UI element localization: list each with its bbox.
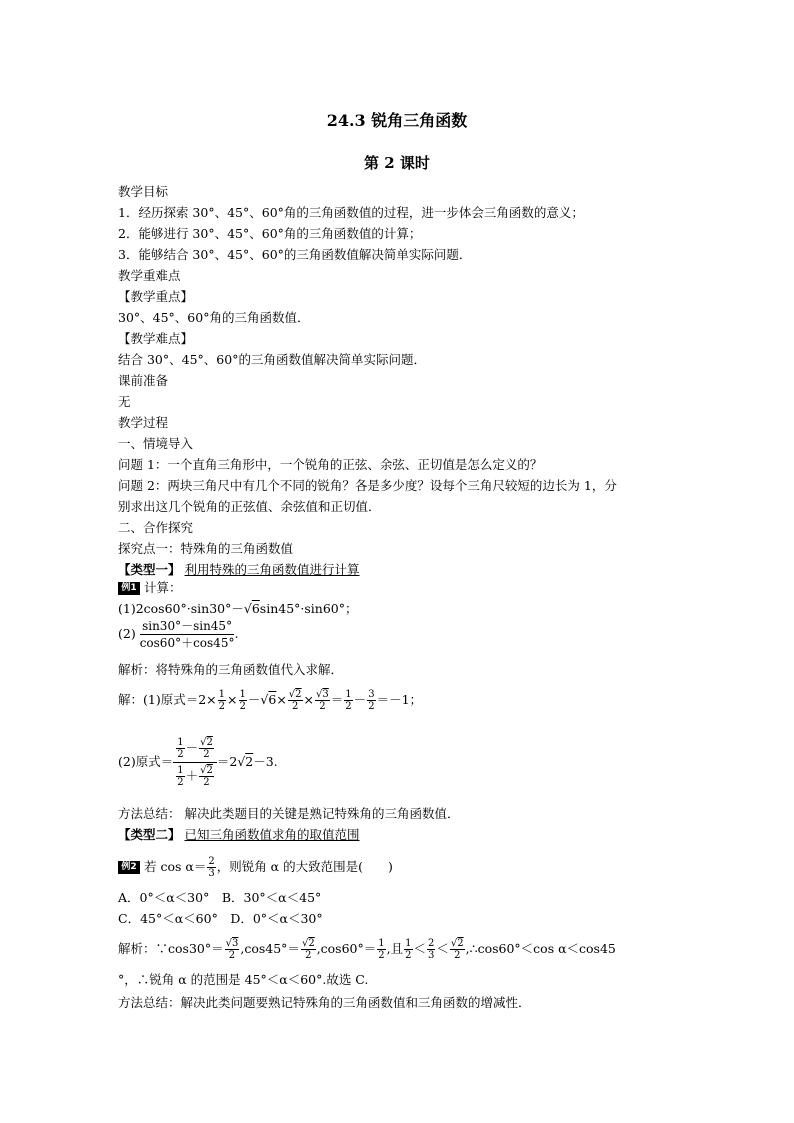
fraction-numerator: √2 xyxy=(200,737,213,748)
fraction xyxy=(239,689,247,712)
expr-text: ＝－1； xyxy=(376,692,423,707)
expr-text: ＝ xyxy=(330,692,344,707)
fraction-numerator: 2 xyxy=(428,938,435,949)
fraction-denominator: 2 xyxy=(291,701,299,712)
method-summary-2: 方法总结：解决此类问题要熟记特殊角的三角函数值和三角函数的增减性． xyxy=(118,995,531,1010)
goal-item-2: 2．能够进行 30°、45°、60°角的三角函数值的计算； xyxy=(118,226,422,241)
fraction xyxy=(207,856,215,879)
fraction-numerator: sin30°－sin45° xyxy=(140,620,235,635)
expr-text: ，则锐角 α 的大致范围是( ) xyxy=(216,859,393,874)
fraction-denominator: 2 xyxy=(177,777,184,788)
fraction xyxy=(377,938,385,961)
example-2-question xyxy=(118,850,393,884)
expr-text: × xyxy=(227,692,238,707)
example-1-part-2: (2) $\frac{\sin 30^\circ-\sin 45^\circ}{\cos 60^\circ+\cos 45^\circ}$ . xyxy=(118,619,239,650)
sqrt-symbol: √ xyxy=(243,601,252,616)
question-2-line-2: 别求出这几个锐角的正弦值、余弦值和正切值． xyxy=(118,499,381,514)
compound-numerator: $\frac{1}{2}$ － $\frac{√2}{2}$ xyxy=(173,737,217,763)
sqrt-symbol: √ xyxy=(260,692,269,707)
fraction-denominator: 3 xyxy=(428,950,435,961)
analysis-1: 解析：将特殊角的三角函数值代入求解． xyxy=(118,662,344,677)
analysis-2-line-1: 解析：∵cos30°＝ $\frac{√3}{2}$ ,cos45°＝ $\frac{√2}{2}$ ,cos60°＝ $\frac{1}{2}$ ,且 $\frac{1}{2}$ ＜ $\frac{2}{3}$ ＜ $\frac{√2}{2}$ ,∴cos60°＜cos α＜cos45 xyxy=(118,938,616,961)
example-2-badge: 例2 xyxy=(118,861,140,874)
part-label: (2) xyxy=(118,626,136,641)
part-heading-explore: 二、合作探究 xyxy=(118,520,194,535)
expr-text: － xyxy=(247,692,261,707)
fraction-numerator: 1 xyxy=(378,938,385,949)
fraction-numerator: 1 xyxy=(239,689,246,700)
question-1: 问题 1：一个直角三角形中，一个锐角的正弦、余弦、正切值是怎么定义的？ xyxy=(118,457,543,472)
sqrt-radicand: 2 xyxy=(245,754,254,769)
fraction-numerator: 3 xyxy=(368,689,375,700)
fraction xyxy=(404,938,412,961)
expr-text: sin45°·sin60°； xyxy=(259,601,358,616)
fraction-numerator: 2 xyxy=(208,856,215,867)
fraction xyxy=(427,938,435,961)
fraction-denominator: 2 xyxy=(218,701,226,712)
fraction-numerator: √2 xyxy=(301,938,315,949)
fraction xyxy=(344,689,352,712)
fraction-denominator: 2 xyxy=(203,749,210,760)
fraction-numerator: √3 xyxy=(225,938,239,949)
sqrt-radicand: 6 xyxy=(268,692,277,707)
fraction-denominator: 2 xyxy=(378,950,385,961)
fraction xyxy=(176,737,184,760)
type-2-tag: 【类型二】 xyxy=(118,827,181,842)
section-heading-key-difficult: 教学重难点 xyxy=(118,268,181,283)
fraction-numerator: 1 xyxy=(177,765,184,776)
expr-text: ＝2 xyxy=(216,754,238,769)
fraction xyxy=(218,689,226,712)
expr-text: ,且 xyxy=(386,941,404,956)
expr-text: (2)原式＝ xyxy=(118,754,174,769)
fraction xyxy=(450,938,465,961)
example-1-badge: 例1 xyxy=(118,582,140,595)
example-1-part-1 xyxy=(118,601,358,617)
expr-text: 解析：∵cos30°＝ xyxy=(118,941,224,956)
sqrt-radicand: 3 xyxy=(231,938,239,949)
expr-text: －3. xyxy=(253,754,278,769)
fraction xyxy=(367,689,375,712)
goal-item-3: 3．能够结合 30°、45°、60°的三角函数值解决简单实际问题． xyxy=(118,247,472,262)
lesson-subtitle: 第 2 课时 xyxy=(364,154,430,172)
expr-text: (1)2cos60°·sin30°－ xyxy=(118,601,244,616)
fraction xyxy=(315,689,330,712)
fraction xyxy=(301,938,316,961)
fraction-denominator: 2 xyxy=(345,701,352,712)
method-summary-1: 方法总结： 解决此类题目的关键是熟记特殊角的三角函数值． xyxy=(118,806,460,821)
lesson-title: 24.3 锐角三角函数 xyxy=(326,111,468,130)
type-2-text: 已知三角函数值求角的取值范围 xyxy=(184,827,360,842)
type-2-heading xyxy=(118,827,360,843)
compound-denominator: $\frac{1}{2}$ ＋ $\frac{√2}{2}$ xyxy=(177,765,213,788)
fraction-numerator: √2 xyxy=(288,689,302,700)
prep-text: 无 xyxy=(118,394,131,409)
fraction-denominator: 2 xyxy=(405,950,412,961)
sqrt-radicand: 2 xyxy=(206,765,213,776)
fraction-denominator: 2 xyxy=(177,749,184,760)
fraction-denominator: 2 xyxy=(228,950,236,961)
fraction-denominator: 2 xyxy=(368,701,375,712)
explore-point-1: 探究点一：特殊角的三角函数值 xyxy=(118,541,294,556)
difficult-point-heading: 【教学难点】 xyxy=(118,331,194,346)
sqrt-radicand: 2 xyxy=(295,689,302,700)
expr-text: ,cos45°＝ xyxy=(240,941,300,956)
fraction-denominator: 2 xyxy=(239,701,246,712)
fraction xyxy=(199,765,214,788)
fraction-denominator: 2 xyxy=(203,777,210,788)
fraction xyxy=(199,737,214,760)
type-1-heading xyxy=(118,562,360,578)
solution-1-part-1 xyxy=(118,683,422,717)
part-heading-intro: 一、情境导入 xyxy=(118,436,194,451)
key-point-heading: 【教学重点】 xyxy=(118,289,194,304)
fraction-numerator: 1 xyxy=(345,689,352,700)
expr-text: × xyxy=(276,692,287,707)
fraction xyxy=(176,765,184,788)
fraction-denominator: 2 xyxy=(454,950,461,961)
sqrt-symbol: √ xyxy=(237,754,246,769)
type-1-text: 利用特殊的三角函数值进行计算 xyxy=(184,562,360,577)
difficult-point-text: 结合 30°、45°、60°的三角函数值解决简单实际问题． xyxy=(118,352,426,367)
question-2-line-1: 问题 2：两块三角尺中有几个不同的锐角？各是多少度？设每个三角尺较短的边长为 1，分 xyxy=(118,478,617,493)
fraction xyxy=(225,938,240,961)
fraction-denominator: 2 xyxy=(305,950,312,961)
fraction-numerator: √2 xyxy=(200,765,213,776)
compound-fraction xyxy=(173,737,217,788)
expr-text: 若 cos α＝ xyxy=(143,859,207,874)
fraction-numerator: 1 xyxy=(218,689,226,700)
fraction-denominator: cos60°＋cos45° xyxy=(139,636,235,650)
fraction-numerator: 1 xyxy=(405,938,412,949)
section-heading-goals: 教学目标 xyxy=(118,184,169,199)
options-c-d: C．45°＜α＜60° D．0°＜α＜30° xyxy=(118,911,323,926)
example-1-text: 计算： xyxy=(143,580,182,595)
options-a-b: A．0°＜α＜30° B．30°＜α＜45° xyxy=(118,890,322,905)
sqrt-radicand: 6 xyxy=(251,601,260,616)
sqrt-radicand: 3 xyxy=(322,689,329,700)
key-point-text: 30°、45°、60°角的三角函数值． xyxy=(118,310,310,325)
expr-text: × xyxy=(303,692,315,707)
fraction-numerator: √3 xyxy=(316,689,329,700)
sqrt-radicand: 2 xyxy=(457,938,464,949)
example-1-heading xyxy=(118,580,182,596)
type-1-tag: 【类型一】 xyxy=(118,562,181,577)
sqrt-radicand: 2 xyxy=(206,737,213,748)
expr-text: ,cos60°＝ xyxy=(316,941,377,956)
goal-item-1: 1．经历探索 30°、45°、60°角的三角函数值的过程，进一步体会三角函数的意义； xyxy=(118,205,584,220)
fraction-numerator: √2 xyxy=(450,938,464,949)
fraction xyxy=(288,689,303,712)
expr-text: － xyxy=(353,692,367,707)
solution-1-part-2 xyxy=(118,722,278,802)
expr-text: 解：(1)原式＝2× xyxy=(118,692,217,707)
fraction-numerator: 1 xyxy=(177,737,184,748)
fraction-denominator: 3 xyxy=(208,868,215,879)
expr-text: ,∴cos60°＜cos α＜cos45 xyxy=(465,941,616,956)
fraction-denominator: 2 xyxy=(319,701,326,712)
sqrt-radicand: 2 xyxy=(308,938,315,949)
fraction xyxy=(140,620,235,649)
section-heading-prep: 课前准备 xyxy=(118,373,169,388)
analysis-2-line-2: °，∴锐角 α 的范围是 45°＜α＜60°.故选 C. xyxy=(118,972,369,987)
section-heading-process: 教学过程 xyxy=(118,415,169,430)
